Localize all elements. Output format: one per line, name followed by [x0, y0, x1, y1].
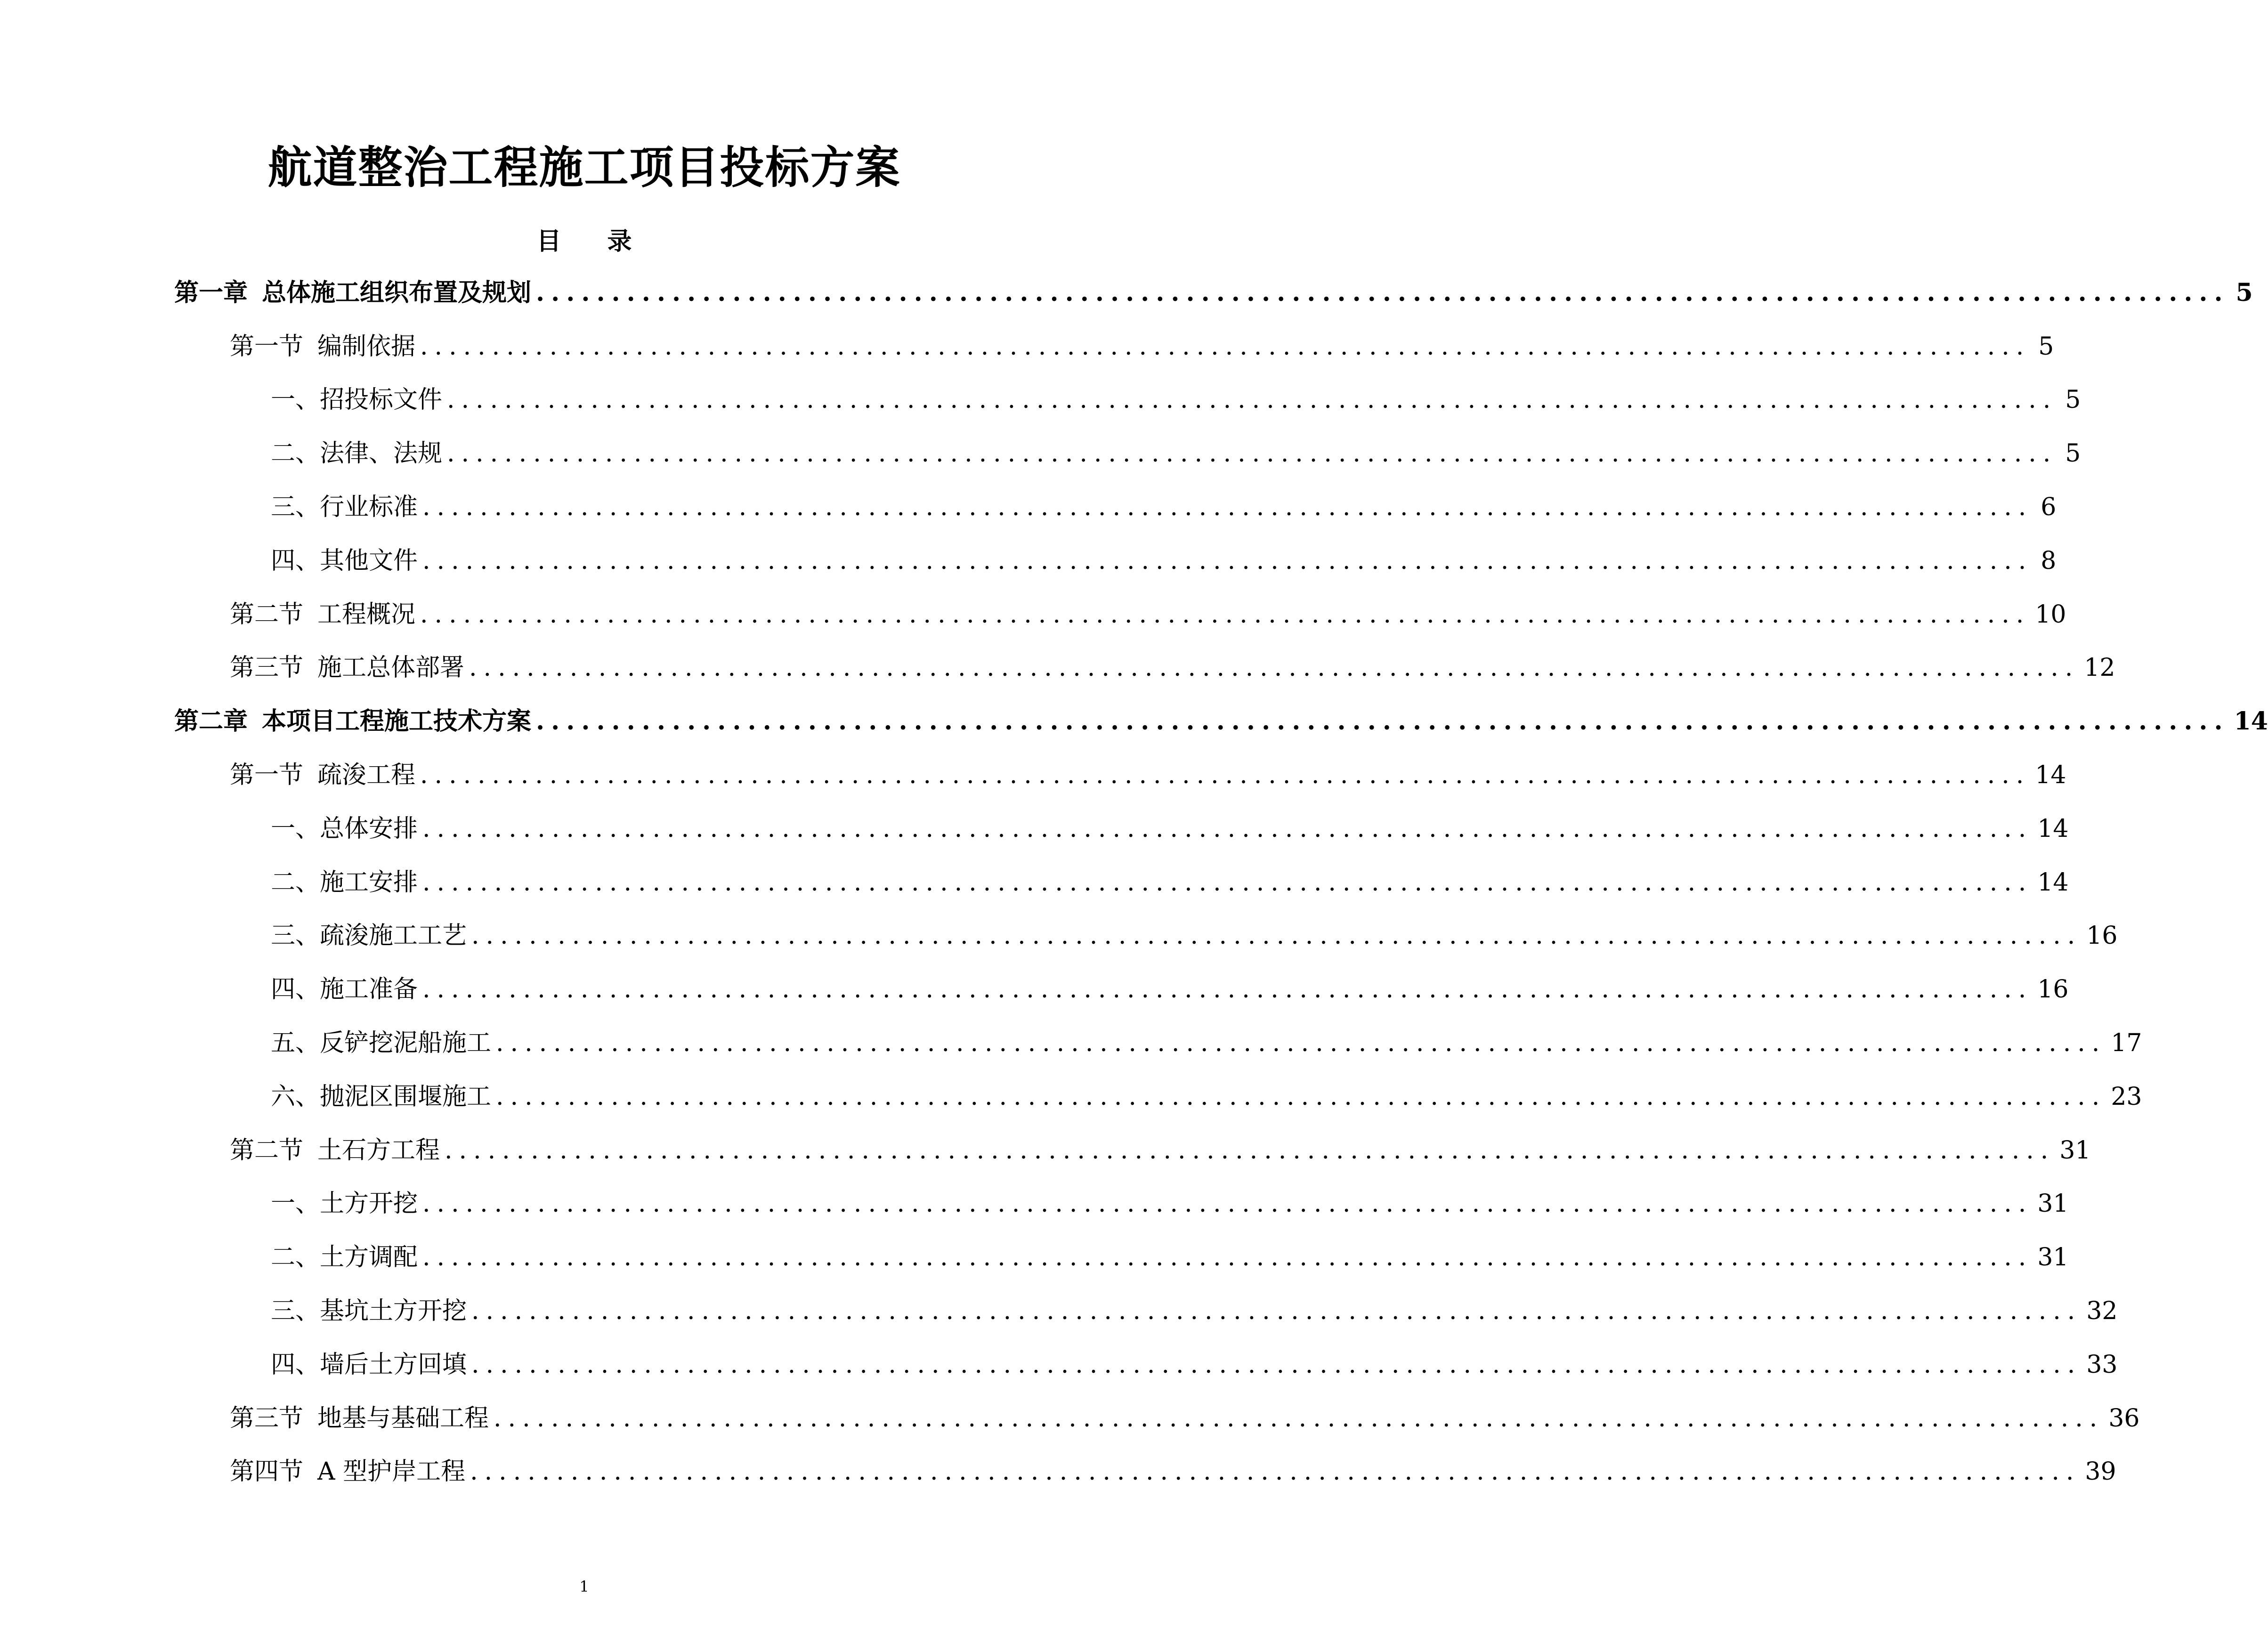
toc-subsection-entry[interactable] [174, 534, 2057, 588]
toc-entry-title: 基坑土方开挖 [320, 1297, 467, 1326]
toc-entry-number: 二、 [271, 1243, 320, 1272]
toc-subsection-entry[interactable] [174, 856, 2069, 909]
toc-entry-title: A 型护岸工程 [317, 1458, 466, 1486]
toc-section-entry[interactable] [174, 1124, 2091, 1177]
toc-dot-leader: ................................................................................................................ [445, 1136, 2055, 1165]
toc-entry-number: 一、 [271, 1190, 320, 1218]
toc-section-entry[interactable] [174, 748, 2066, 802]
toc-subsection-entry[interactable] [174, 1284, 2118, 1338]
toc-page-number: 14 [2037, 814, 2069, 843]
toc-entry-number: 二、 [271, 439, 320, 468]
toc-entry-number: 第二章 [174, 707, 248, 736]
toc-page-number: 31 [2037, 1190, 2069, 1218]
table-of-contents [174, 266, 2268, 1498]
toc-dot-leader: ................................................................................................................ [536, 707, 2229, 736]
toc-page-number: 6 [2041, 493, 2057, 522]
toc-page-number: 5 [2038, 332, 2054, 361]
toc-entry-number: 三、 [271, 922, 320, 950]
toc-page-number: 14 [2035, 761, 2066, 790]
toc-section-entry[interactable] [174, 1392, 2140, 1445]
toc-section-entry[interactable] [174, 1445, 2116, 1499]
toc-entry-number: 三、 [271, 1297, 320, 1326]
toc-entry-number: 第三节 [230, 1404, 304, 1433]
toc-page-number: 33 [2086, 1350, 2118, 1379]
toc-page-number: 8 [2041, 546, 2057, 575]
toc-subsection-entry[interactable] [174, 427, 2081, 480]
toc-entry-number: 四、 [271, 975, 320, 1004]
toc-entry-title: 其他文件 [320, 546, 418, 575]
toc-entry-number: 第四节 [230, 1458, 304, 1486]
toc-subsection-entry[interactable] [174, 373, 2081, 427]
toc-entry-title: 法律、法规 [320, 439, 443, 468]
toc-entry-title: 总体施工组织布置及规划 [262, 278, 532, 307]
toc-entry-title: 土方开挖 [320, 1190, 418, 1218]
toc-entry-title: 施工安排 [320, 868, 418, 897]
toc-entry-title: 地基与基础工程 [317, 1404, 489, 1433]
toc-page-number: 31 [2059, 1136, 2091, 1165]
toc-subsection-entry[interactable] [174, 909, 2118, 963]
toc-page-number: 39 [2085, 1458, 2116, 1486]
toc-entry-title: 编制依据 [317, 332, 416, 361]
toc-page-number: 31 [2037, 1243, 2069, 1272]
page-number: 1 [579, 1578, 589, 1595]
toc-subsection-entry[interactable] [174, 963, 2069, 1016]
toc-dot-leader: ................................................................................................................ [420, 332, 2031, 361]
toc-chapter-entry[interactable] [174, 695, 2268, 748]
toc-entry-number: 第一节 [230, 761, 304, 790]
toc-dot-leader: ................................................................................................................ [536, 278, 2229, 307]
toc-entry-title: 土方调配 [320, 1243, 418, 1272]
toc-dot-leader: ................................................................................................................ [494, 1404, 2104, 1433]
toc-dot-leader: ................................................................................................................ [471, 1350, 2082, 1379]
toc-entry-title: 抛泥区围堰施工 [320, 1082, 492, 1111]
toc-page-number: 17 [2111, 1029, 2142, 1058]
toc-subsection-entry[interactable] [174, 1177, 2069, 1231]
toc-dot-leader: ................................................................................................................ [447, 386, 2057, 414]
toc-entry-number: 第二节 [230, 1136, 304, 1165]
toc-chapter-entry[interactable] [174, 266, 2253, 320]
toc-entry-title: 本项目工程施工技术方案 [262, 707, 532, 736]
toc-section-entry[interactable] [174, 588, 2066, 641]
toc-subsection-entry[interactable] [174, 802, 2069, 856]
toc-entry-number: 四、 [271, 546, 320, 575]
toc-page-number: 14 [2234, 707, 2268, 736]
toc-page-number: 5 [2236, 278, 2253, 307]
toc-section-entry[interactable] [174, 641, 2115, 695]
toc-entry-title: 招投标文件 [320, 386, 443, 414]
toc-page-number: 23 [2111, 1082, 2142, 1111]
toc-section-entry[interactable] [174, 320, 2054, 373]
toc-entry-title: 疏浚施工工艺 [320, 922, 467, 950]
toc-entry-title: 施工总体部署 [317, 654, 465, 682]
toc-heading: 目 录 [536, 227, 651, 256]
toc-page-number: 5 [2065, 386, 2081, 414]
toc-dot-leader: ................................................................................................................ [422, 814, 2033, 843]
toc-dot-leader: ................................................................................................................ [469, 654, 2080, 682]
toc-page-number: 10 [2035, 600, 2066, 629]
toc-entry-number: 三、 [271, 493, 320, 522]
toc-dot-leader: ................................................................................................................ [447, 439, 2057, 468]
toc-entry-number: 第一节 [230, 332, 304, 361]
document-title: 航道整治工程施工项目投标方案 [267, 142, 901, 194]
toc-dot-leader: ................................................................................................................ [471, 1297, 2082, 1326]
toc-entry-title: 反铲挖泥船施工 [320, 1029, 492, 1058]
toc-entry-number: 第一章 [174, 278, 248, 307]
toc-entry-number: 四、 [271, 1350, 320, 1379]
toc-entry-title: 工程概况 [317, 600, 416, 629]
toc-dot-leader: ................................................................................................................ [422, 868, 2033, 897]
toc-entry-title: 疏浚工程 [317, 761, 416, 790]
toc-entry-number: 第三节 [230, 654, 304, 682]
toc-entry-title: 总体安排 [320, 814, 418, 843]
toc-entry-number: 一、 [271, 386, 320, 414]
toc-page-number: 5 [2065, 439, 2081, 468]
toc-entry-title: 施工准备 [320, 975, 418, 1004]
toc-page-number: 36 [2108, 1404, 2140, 1433]
toc-dot-leader: ................................................................................................................ [420, 600, 2031, 629]
toc-dot-leader: ................................................................................................................ [422, 546, 2033, 575]
toc-page-number: 16 [2086, 922, 2118, 950]
toc-entry-number: 一、 [271, 814, 320, 843]
toc-dot-leader: ................................................................................................................ [496, 1029, 2106, 1058]
toc-entry-number: 五、 [271, 1029, 320, 1058]
toc-dot-leader: ................................................................................................................ [470, 1458, 2081, 1486]
toc-dot-leader: ................................................................................................................ [422, 493, 2033, 522]
toc-subsection-entry[interactable] [174, 1338, 2118, 1392]
toc-page-number: 16 [2037, 975, 2069, 1004]
toc-entry-title: 行业标准 [320, 493, 418, 522]
toc-entry-title: 墙后土方回填 [320, 1350, 467, 1379]
toc-page-number: 32 [2086, 1297, 2118, 1326]
toc-dot-leader: ................................................................................................................ [496, 1082, 2106, 1111]
toc-subsection-entry[interactable] [174, 1231, 2069, 1284]
toc-dot-leader: ................................................................................................................ [422, 975, 2033, 1004]
toc-entry-title: 土石方工程 [317, 1136, 440, 1165]
toc-subsection-entry[interactable] [174, 1016, 2142, 1070]
toc-dot-leader: ................................................................................................................ [422, 1190, 2033, 1218]
toc-entry-number: 二、 [271, 868, 320, 897]
toc-page-number: 12 [2084, 654, 2115, 682]
toc-subsection-entry[interactable] [174, 480, 2057, 534]
toc-entry-number: 六、 [271, 1082, 320, 1111]
toc-dot-leader: ................................................................................................................ [471, 922, 2082, 950]
toc-dot-leader: ................................................................................................................ [420, 761, 2031, 790]
toc-entry-number: 第二节 [230, 600, 304, 629]
toc-dot-leader: ................................................................................................................ [422, 1243, 2033, 1272]
toc-page-number: 14 [2037, 868, 2069, 897]
toc-subsection-entry[interactable] [174, 1070, 2142, 1124]
